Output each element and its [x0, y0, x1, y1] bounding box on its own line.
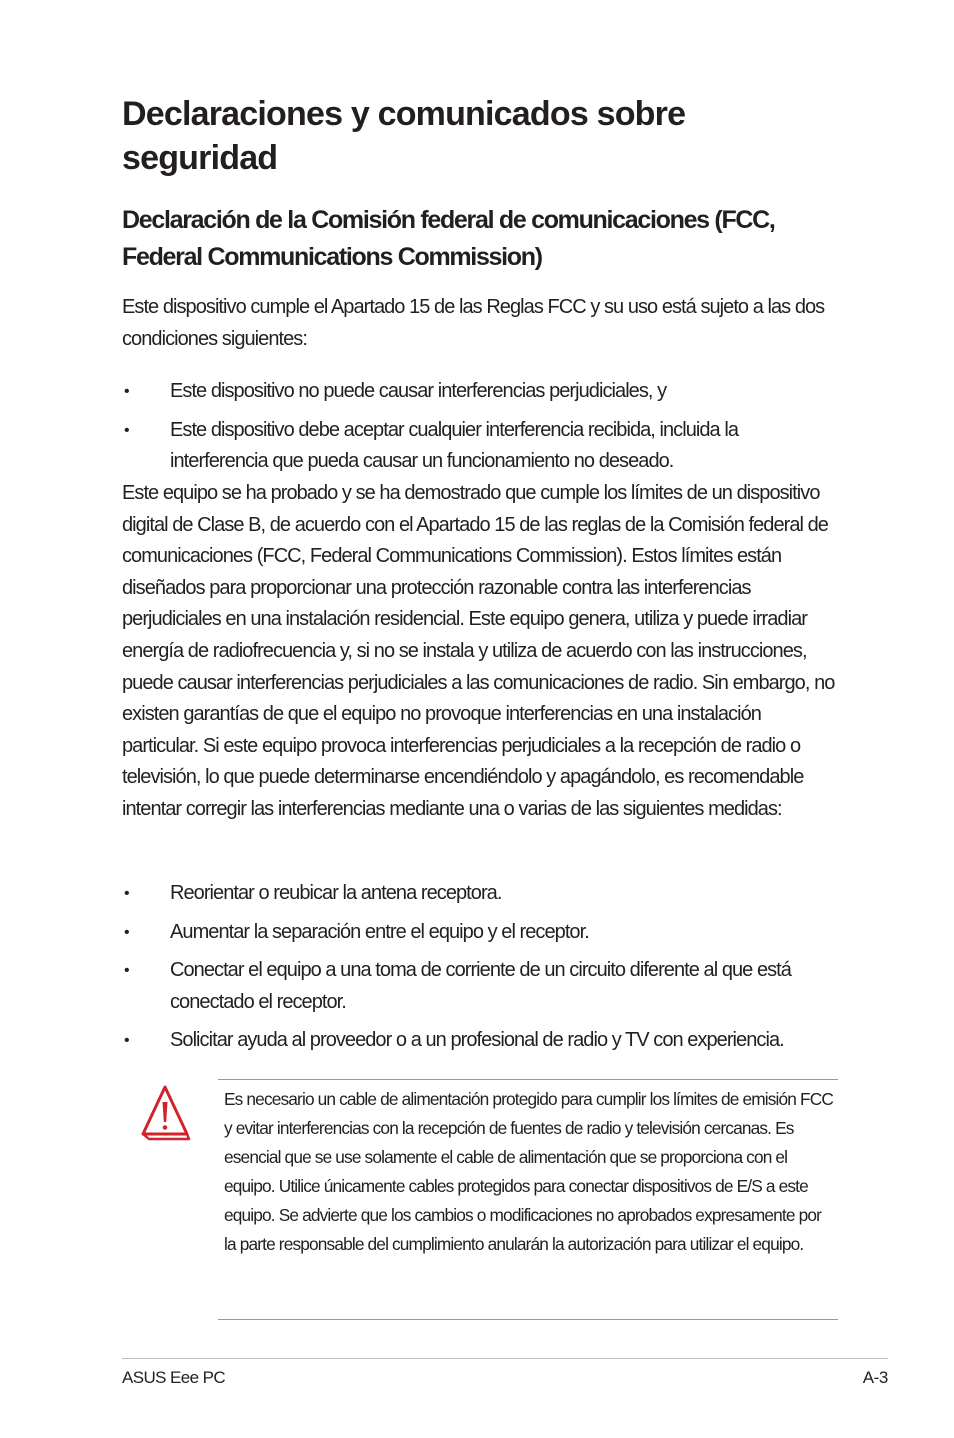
page-title: Declaraciones y comunicados sobre seguridad — [122, 95, 686, 177]
footer-product-name: ASUS Eee PC — [122, 1368, 226, 1387]
condition-text: Este dispositivo no puede causar interferencias perjudiciales, y — [170, 380, 667, 402]
measure-text: Aumentar la separación entre el equipo y el receptor. — [170, 920, 589, 943]
bullet-icon: • — [124, 962, 129, 980]
measure-text: Solicitar ayuda al proveedor o a un profesional de radio y TV con experiencia. — [170, 1029, 784, 1052]
bullet-icon: • — [124, 383, 129, 400]
list-item — [122, 415, 838, 478]
list-item — [122, 376, 838, 408]
list-item — [122, 878, 838, 910]
intro-paragraph: Este dispositivo cumple el Apartado 15 de las Reglas FCC y su uso está sujeto a las dos condiciones siguientes: — [122, 296, 825, 350]
condition-text: Este dispositivo debe aceptar cualquier interferencia recibida, incluida la interferencia que pueda causar un funcionamiento no deseado. — [170, 418, 739, 473]
list-item — [122, 917, 838, 949]
measure-text: Conectar el equipo a una toma de corriente de un circuito diferente al que está conectado el receptor. — [170, 959, 791, 1013]
bullet-icon: • — [124, 923, 129, 941]
bullet-icon: • — [124, 885, 129, 902]
warning-triangle-icon — [139, 1084, 191, 1142]
measure-text: Reorientar o reubicar la antena receptora. — [170, 882, 502, 904]
footer-divider — [122, 1358, 888, 1359]
bullet-icon: • — [124, 1032, 129, 1050]
section-heading: Declaración de la Comisión federal de comunicaciones (FCC, Federal Communications Commission) — [122, 206, 775, 271]
footer-page-number: A-3 — [862, 1368, 888, 1387]
body-paragraph: Este equipo se ha probado y se ha demostrado que cumple los límites de un dispositivo digital de Clase B, de acuerdo con el Apartado 15 de las reglas de la Comisión federal de comunicaciones (FCC, Federal Communications Commission). Estos límites están diseñados para proporcionar una protección razonable contra las interferencias perjudiciales en una instalación residencial. Este equipo genera, utiliza y puede irradiar energía de radiofrecuencia y, si no se instala y utiliza de acuerdo con las instrucciones, puede causar interferencias perjudiciales a las comunicaciones de radio. Sin embargo, no existen garantías de que el equipo no provoque interferencias en una instalación particular. Si este equipo provoca interferencias perjudiciales a la recepción de radio o televisión, lo que puede determinarse encendiéndolo y apagándolo, es recomendable intentar corregir las interferencias mediante una o varias de las siguientes medidas: — [122, 482, 835, 820]
conditions-list — [122, 376, 838, 485]
warning-note — [218, 1079, 838, 1320]
measures-list — [122, 878, 838, 1064]
bullet-icon: • — [124, 421, 129, 439]
list-item — [122, 1025, 838, 1057]
list-item — [122, 955, 838, 1018]
warning-text: Es necesario un cable de alimentación protegido para cumplir los límites de emisión FCC y evitar interferencias con la recepción de fuentes de radio y televisión cercanas. Es esencial que se use solamente el cable de alimentación que se proporciona con el equipo. Utilice únicamente cables protegidos para conectar dispositivos de E/S a este equipo. Se advierte que los cambios o modificaciones no aprobados expresamente por la parte responsable del cumplimiento anularán la autorización para utilizar el equipo. — [224, 1089, 833, 1254]
